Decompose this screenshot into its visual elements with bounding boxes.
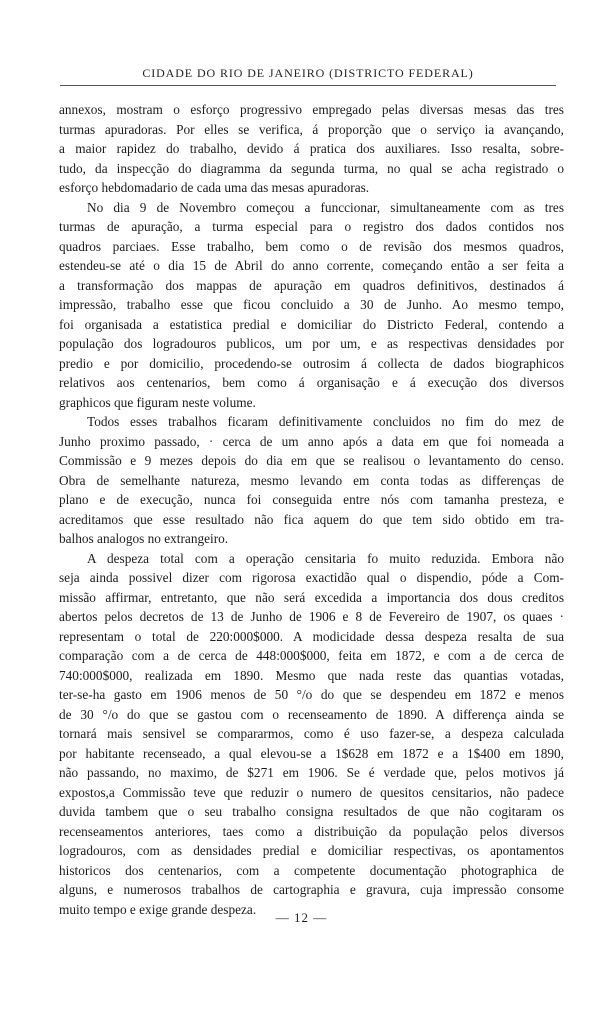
paragraph [59,412,564,549]
text-line: por habitante recenseado, a qual elevou-se a 1$628 em 1872 e a 1$400 em 1890, [59,745,564,761]
text-line: turmas apuradoras. Por elles se verifica, á proporção que o serviço ia avançando, [59,121,564,137]
text-line: seja ainda possivel dizer com rigorosa exactidão qual o dispendio, póde a Com- [59,570,564,585]
text-line: recenseamentos anteriores, taes como a distribuição da população pelos diversos [59,823,564,839]
paragraph [59,100,564,198]
text-line: Todos esses trabalhos ficaram definitivamente concluidos no fim do mez de [87,414,564,429]
text-line: tornará mais sensivel se compararmos, como é uso fazer-se, a despeza calculada [59,726,564,741]
text-line: a transformação dos mappas de apuração em quadros definitivos, destinados á [59,277,564,293]
text-line: ter-se-ha gasto em 1906 menos de 50 °/o do que se despendeu em 1872 e menos [59,687,564,702]
text-line: abertos pelos decretos de 13 de Junho de 1906 e 8 de Fevereiro de 1907, os quaes · [59,609,564,624]
body-text [59,100,564,919]
paragraph [59,198,564,413]
text-line: turmas de apuração, a turma especial para o registro dos dados contidos nos [59,219,564,234]
text-line: representam o total de 220:000$000. A modicidade dessa despeza resalta de sua [59,628,564,644]
text-line: relativos aos centenarios, bem como á organisação e á execução dos diversos [59,375,564,390]
text-line: estendeu-se até o dia 15 de Abril do anno corrente, começando então a ser feita a [59,258,564,273]
running-head: CIDADE DO RIO DE JANEIRO (DISTRICTO FEDERAL) [142,66,474,80]
text-line: esforço hebdomadario de cada uma das mesas apuradoras. [59,180,370,195]
text-line: No dia 9 de Novembro começou a funccionar, simultaneamente com as tres [87,199,564,215]
text-line: população dos logradouros publicos, um por um, e as respectivas densidades por [59,336,564,351]
text-line: quadros parciaes. Esse trabalho, bem como o de revisão dos mesmos quadros, [59,238,564,254]
paragraph [59,549,564,920]
text-line: plano e de execução, nunca foi conseguida entre nós com tamanha presteza, e [59,492,564,507]
text-line: historicos dos centenarios, com a competente documentação photographica de [59,862,564,878]
text-line: expostos,a Commissão teve que reduzir o numero de quesitos censitarios, não padece [59,784,564,800]
text-line: não passando, no maximo, de $271 em 1906. Se é verdade que, pelos motivos já [59,765,564,780]
page-number: — 12 — [275,910,328,925]
text-line: muito tempo e exige grande despeza. [59,901,257,917]
text-line: Obra de semelhante natureza, mesmo levando em conta todas as differenças de [59,472,564,488]
text-line: missão affirmar, entretanto, que não será excedida a importancia dos dous creditos [59,589,564,605]
text-line: predio e por domicilio, procedendo-se outrosim á collecta de dados biographicos [59,355,564,371]
text-line: comparação com a de cerca de 448:000$000, feita em 1872, e com a de cerca de [59,648,564,663]
text-line: balhos analogos no extrangeiro. [59,531,229,546]
text-line: A despeza total com a operação censitaria fo muito reduzida. Embora não [87,550,564,566]
text-line: Commissão e 9 mezes depois do dia em que se realisou o levantamento do censo. [59,453,564,468]
text-line: a maior rapidez do trabalho, devido á pratica dos auxiliares. Isso resalta, sobre- [59,141,564,156]
text-line: impressão, trabalho esse que ficou concluido a 30 de Junho. Ao mesmo tempo, [59,297,564,312]
text-line: alguns, e numerosos trabalhos de cartographia e gravura, cuja impressão consome [59,882,564,897]
text-line: acreditamos que esse resultado não fica aquem do que tem sido obtido em tra- [59,511,564,527]
text-line: Junho proximo passado, · cerca de um anno após a data em que foi nomeada a [59,433,564,449]
header-rule [60,85,556,86]
text-line: graphicos que figuram neste volume. [59,394,256,410]
text-line: duvida tambem que o seu trabalho consigna resultados de que não cogitaram os [59,804,564,819]
text-line: foi organisada a estatistica predial e domiciliar do Districto Federal, contendo a [59,316,564,332]
text-line: 740:000$000, realizada em 1890. Mesmo que nada reste das quantias votadas, [59,667,564,683]
text-line: annexos, mostram o esforço progressivo empregado pelas diversas mesas das tres [59,102,564,117]
text-line: logradouros, com as densidades predial e domiciliar respectivas, os apontamentos [59,843,564,858]
text-line: de 30 °/o do que se gastou com o recenseamento de 1890. A differença ainda se [59,706,564,722]
text-line: tudo, da inspecção do diagramma da segunda turma, no qual se acha registrado o [59,160,564,176]
